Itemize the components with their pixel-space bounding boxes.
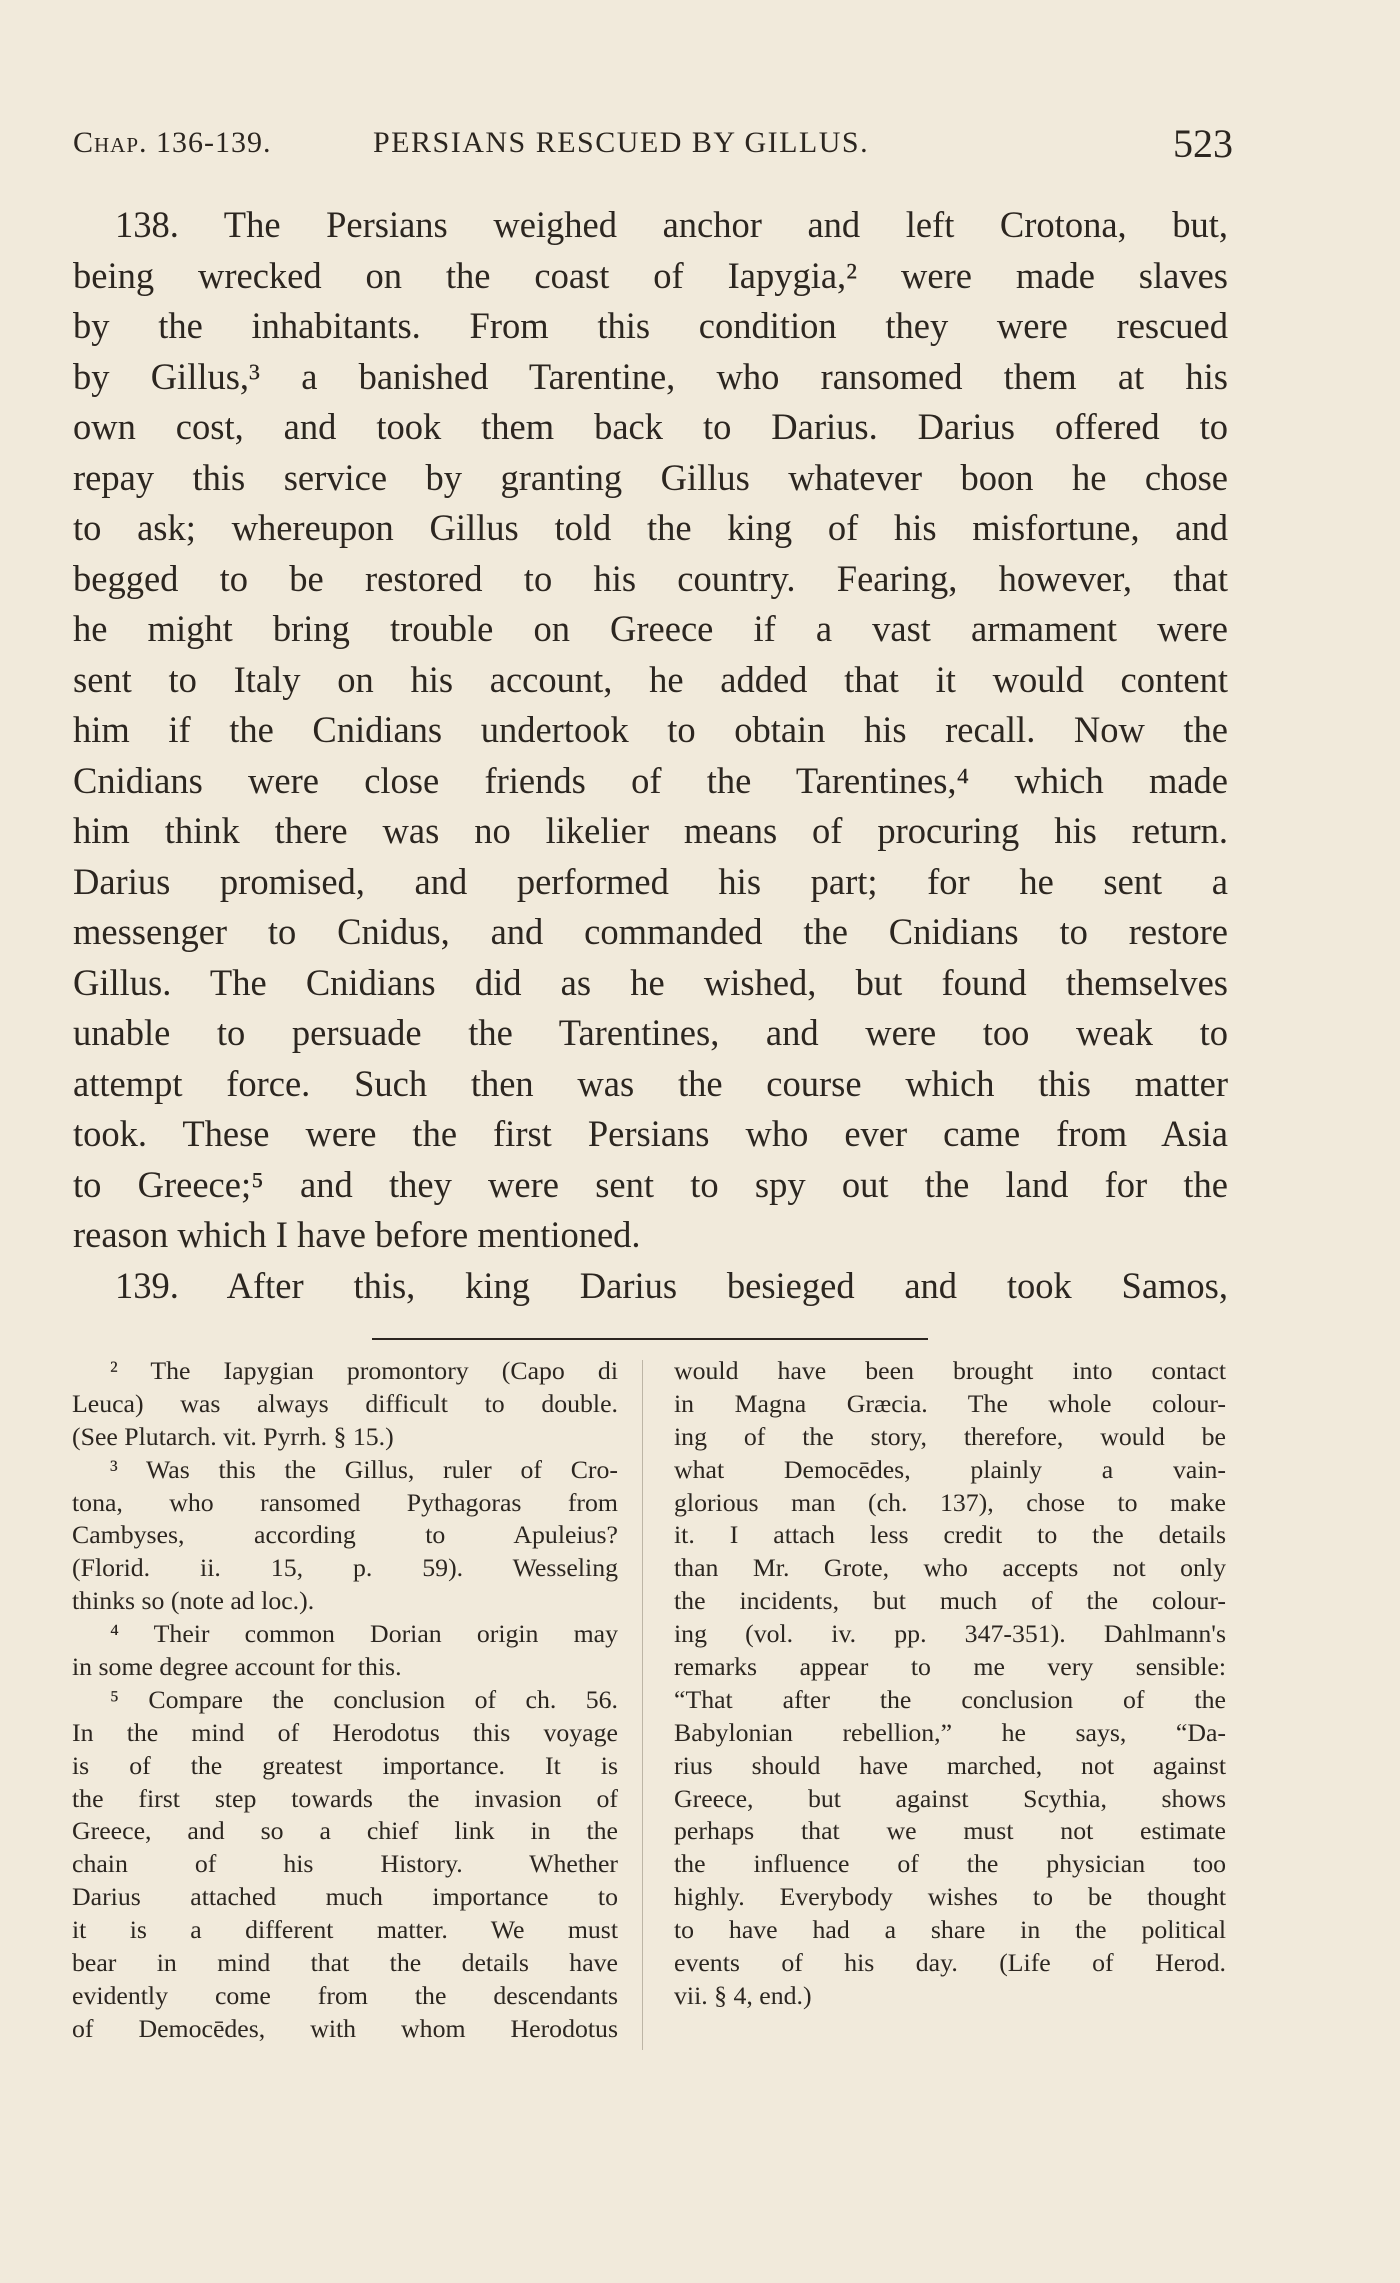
text-line: messenger to Cnidus, and commanded the Cnidians to restore	[73, 911, 1228, 952]
footnote-line: chain of his History. Whether	[72, 1849, 618, 1879]
footnote-line: ⁵ Compare the conclusion of ch. 56.	[110, 1684, 618, 1714]
footnote-line: rius should have marched, not against	[674, 1750, 1226, 1780]
footnote-line: ing of the story, therefore, would be	[674, 1421, 1226, 1451]
footnote-line: than Mr. Grote, who accepts not only	[674, 1553, 1226, 1583]
footnote-line: vii. § 4, end.)	[674, 1980, 812, 2010]
footnote-line: Leuca) was always difficult to double.	[72, 1388, 618, 1418]
column-divider	[642, 1360, 643, 2050]
footnote-line: in some degree account for this.	[72, 1652, 402, 1682]
footnote-line: thinks so (note ad loc.).	[72, 1586, 315, 1616]
footnote-line: Babylonian rebellion,” he says, “Da-	[674, 1717, 1226, 1747]
footnotes-left-column	[72, 1355, 618, 2046]
text-line: 138. The Persians weighed anchor and left Crotona, but,	[115, 204, 1228, 245]
text-line: him if the Cnidians undertook to obtain his recall. Now the	[73, 709, 1228, 750]
text-line: to Greece;⁵ and they were sent to spy out the land for the	[73, 1163, 1228, 1205]
footnote-line: bear in mind that the details have	[72, 1948, 618, 1978]
footnote-line: of Democēdes, with whom Herodotus	[72, 2013, 618, 2043]
text-line: attempt force. Such then was the course which this matter	[73, 1062, 1228, 1104]
footnote-line: it. I attach less credit to the details	[674, 1520, 1226, 1550]
footnote-line: highly. Everybody wishes to be thought	[674, 1882, 1226, 1912]
text-line: 139. After this, king Darius besieged and took Samos,	[115, 1264, 1228, 1306]
footnote-line: ³ Was this the Gillus, ruler of Cro-	[110, 1454, 618, 1484]
text-line: sent to Italy on his account, he added that it would content	[73, 658, 1228, 700]
text-line: unable to persuade the Tarentines, and were too weak to	[73, 1012, 1228, 1053]
footnote-line: “That after the conclusion of the	[674, 1684, 1226, 1714]
text-line: took. These were the first Persians who ever came from Asia	[73, 1113, 1228, 1154]
running-header	[73, 118, 1233, 168]
text-line: he might bring trouble on Greece if a vast armament were	[73, 608, 1228, 649]
footnote-line: it is a different matter. We must	[72, 1915, 618, 1945]
footnote-line: is of the greatest importance. It is	[72, 1750, 618, 1780]
text-line: by the inhabitants. From this condition they were rescued	[73, 305, 1228, 346]
text-line: Darius promised, and performed his part; for he sent a	[73, 860, 1228, 902]
footnote-line: remarks appear to me very sensible:	[674, 1652, 1226, 1682]
text-line: to ask; whereupon Gillus told the king of his misfortune, and	[73, 507, 1228, 548]
footnote-line: Darius attached much importance to	[72, 1882, 618, 1912]
footnote-line: ⁴ Their common Dorian origin may	[110, 1619, 618, 1649]
footnote-line: (Florid. ii. 15, p. 59). Wesseling	[72, 1553, 618, 1583]
footnote-line: the influence of the physician too	[674, 1849, 1226, 1879]
footnote-line: ² The Iapygian promontory (Capo di	[110, 1356, 618, 1385]
text-line: own cost, and took them back to Darius. Darius offered to	[73, 406, 1228, 447]
footnote-line: the incidents, but much of the colour-	[674, 1586, 1226, 1616]
chapter-reference: Chap. 136-139.	[73, 126, 272, 159]
footnote-line: Greece, and so a chief link in the	[72, 1816, 618, 1846]
footnote-line: Cambyses, according to Apuleius?	[72, 1520, 618, 1550]
footnote-rule	[372, 1338, 928, 1340]
text-line: repay this service by granting Gillus whatever boon he chose	[73, 456, 1228, 498]
footnote-line: ing (vol. iv. pp. 347-351). Dahlmann's	[674, 1619, 1226, 1649]
page-title: PERSIANS RESCUED BY GILLUS.	[373, 126, 870, 159]
footnote-line: what Democēdes, plainly a vain-	[674, 1454, 1226, 1484]
footnote-line: events of his day. (Life of Herod.	[674, 1948, 1226, 1978]
text-line: by Gillus,³ a banished Tarentine, who ransomed them at his	[73, 355, 1228, 397]
text-line: begged to be restored to his country. Fearing, however, that	[73, 557, 1228, 599]
main-text	[73, 200, 1228, 1311]
footnote-line: in Magna Græcia. The whole colour-	[674, 1388, 1226, 1418]
footnote-line: to have had a share in the political	[674, 1915, 1226, 1945]
footnote-line: glorious man (ch. 137), chose to make	[674, 1487, 1226, 1517]
footnote-line: perhaps that we must not estimate	[674, 1816, 1226, 1846]
footnote-line: would have been brought into contact	[674, 1356, 1226, 1385]
text-line: Gillus. The Cnidians did as he wished, but found themselves	[73, 961, 1228, 1003]
footnotes-right-column	[674, 1355, 1226, 2013]
footnote-line: tona, who ransomed Pythagoras from	[72, 1487, 618, 1517]
text-line: him think there was no likelier means of procuring his return.	[73, 810, 1228, 851]
page-number: 523	[1173, 121, 1233, 166]
text-line: reason which I have before mentioned.	[73, 1214, 641, 1255]
footnote-line: evidently come from the descendants	[72, 1980, 618, 2010]
text-line: Cnidians were close friends of the Tarentines,⁴ which made	[73, 759, 1228, 801]
footnote-line: In the mind of Herodotus this voyage	[72, 1717, 618, 1747]
footnote-line: (See Plutarch. vit. Pyrrh. § 15.)	[72, 1421, 394, 1451]
footnote-line: Greece, but against Scythia, shows	[674, 1783, 1226, 1813]
text-line: being wrecked on the coast of Iapygia,² were made slaves	[73, 254, 1228, 296]
footnote-line: the first step towards the invasion of	[72, 1783, 618, 1813]
